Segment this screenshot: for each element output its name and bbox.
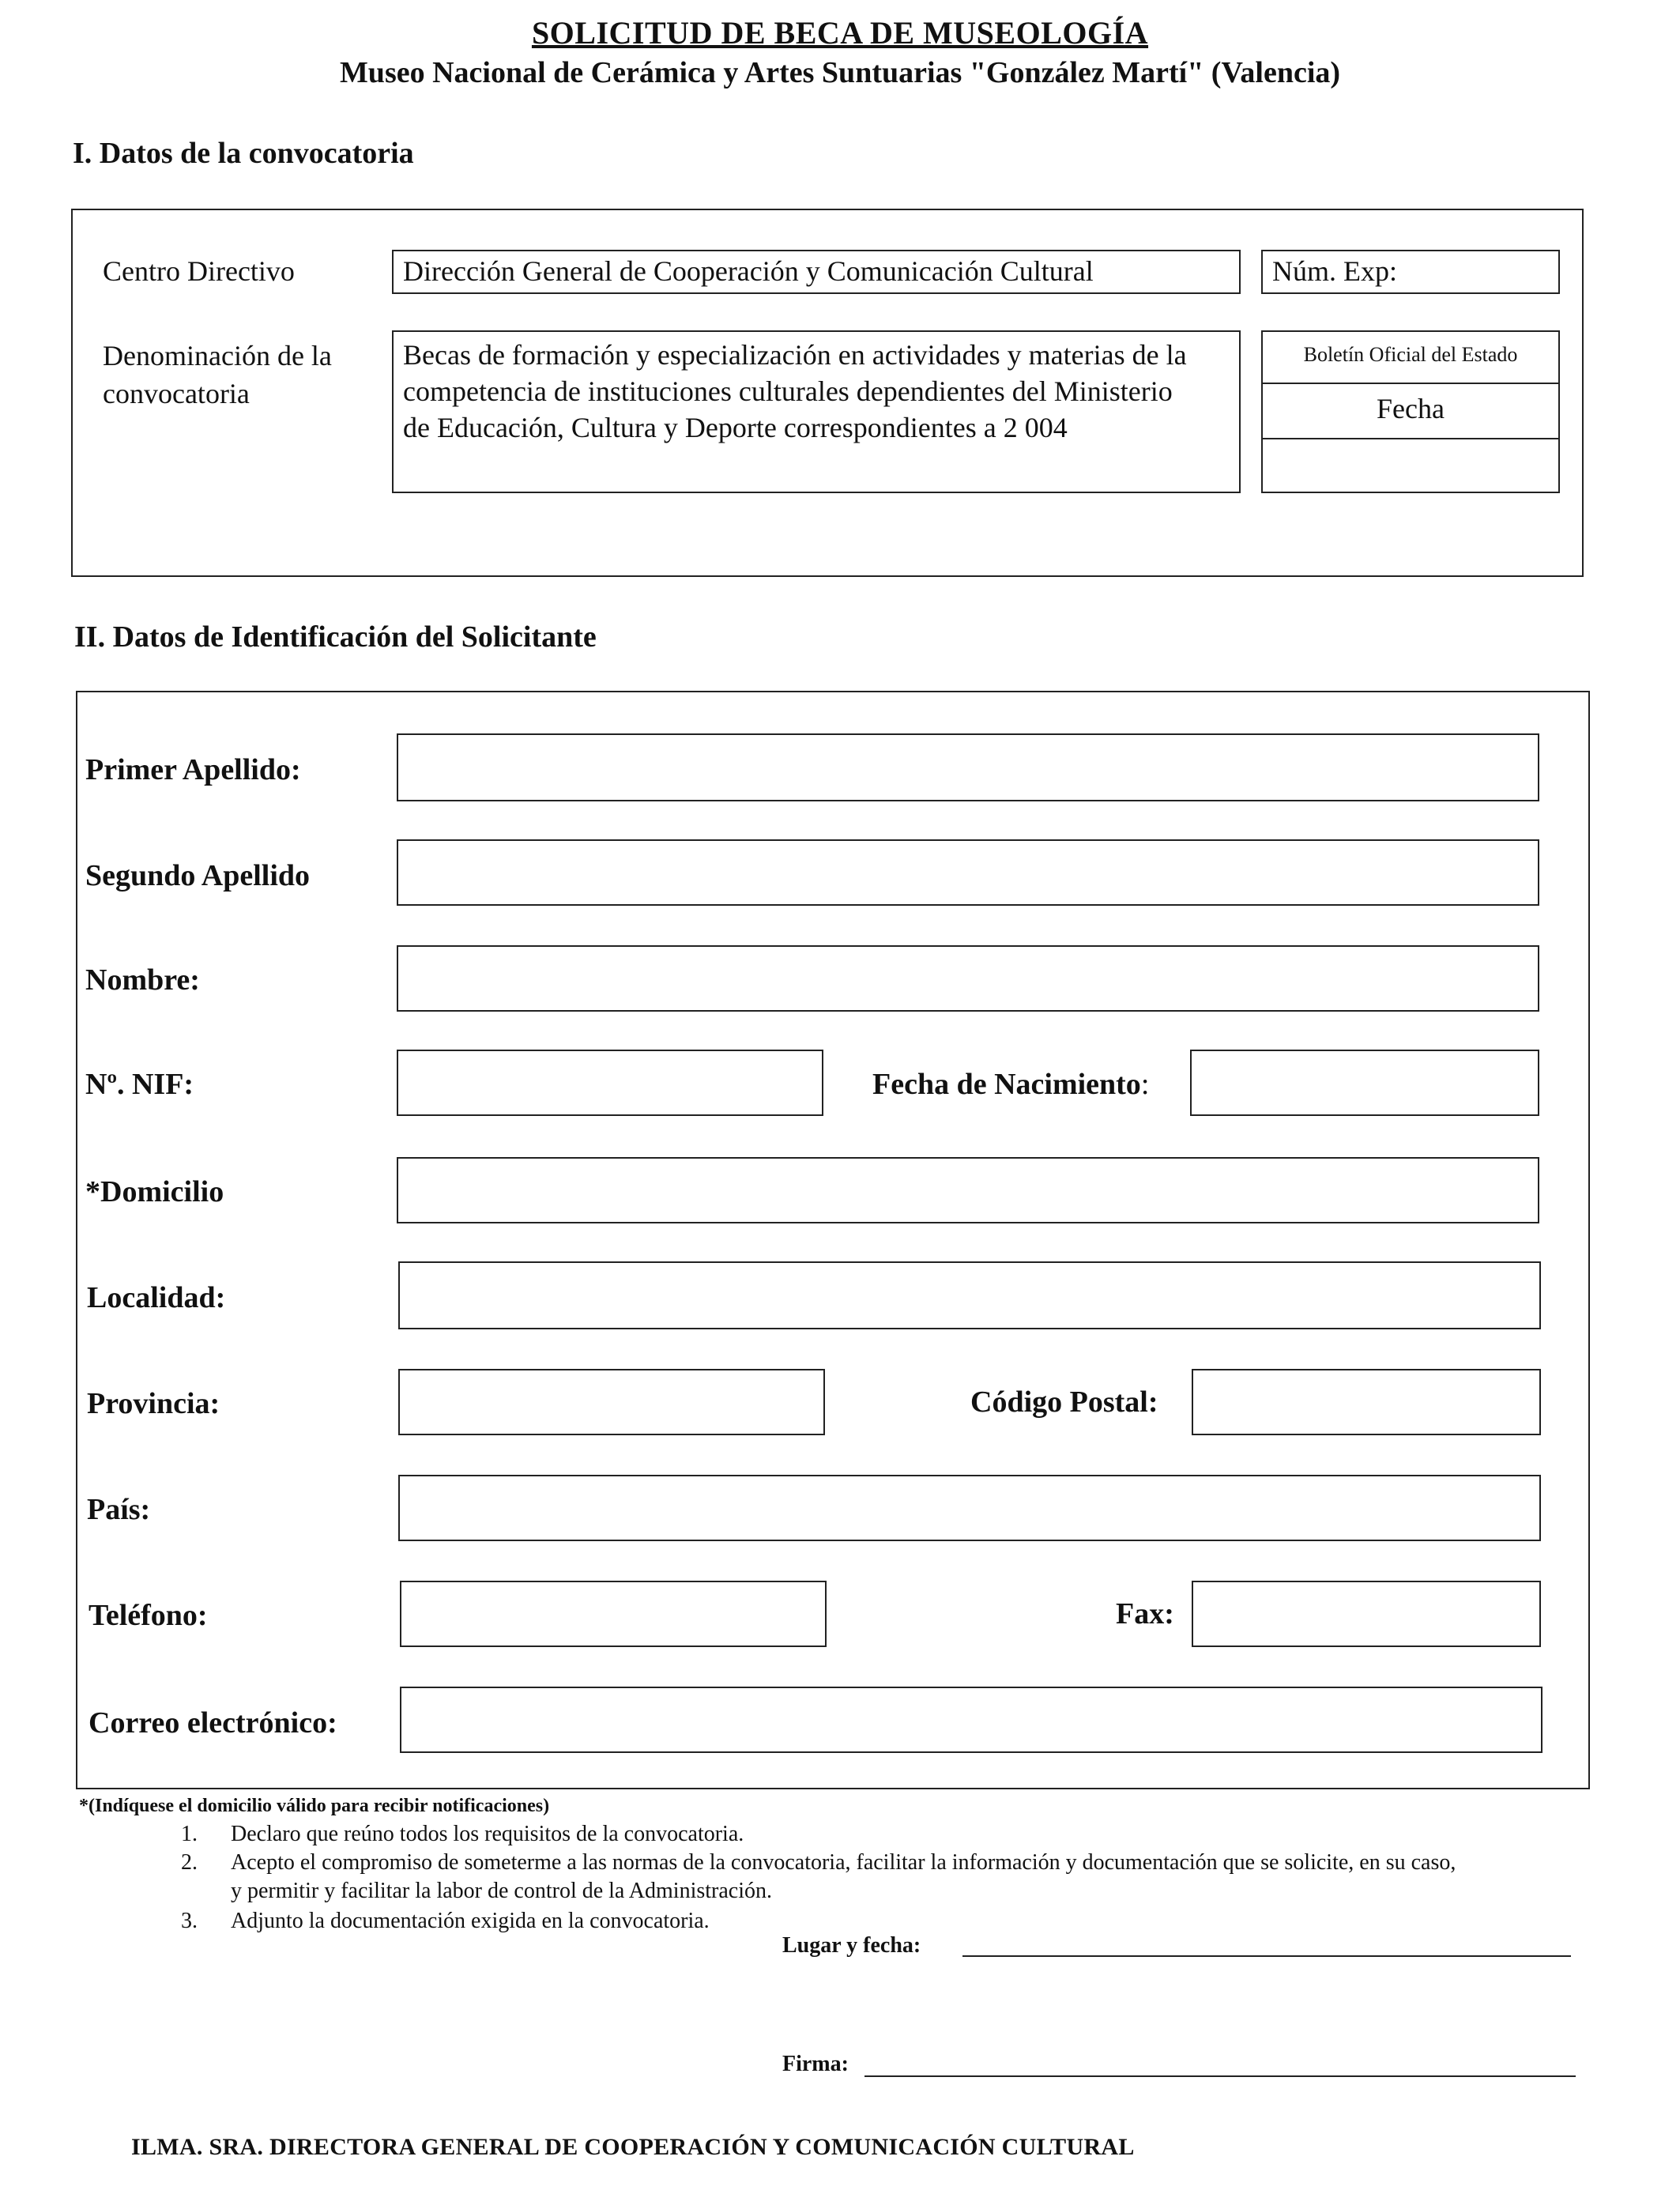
- nombre-label: Nombre:: [85, 963, 200, 997]
- centro-directivo-label: Centro Directivo: [103, 255, 295, 287]
- denominacion-value-line3: de Educación, Cultura y Deporte correspondientes a 2 004: [403, 412, 1068, 443]
- fax-input[interactable]: [1192, 1581, 1541, 1647]
- denominacion-value-line2: competencia de instituciones culturales dependientes del Ministerio: [403, 375, 1173, 407]
- boe-label: Boletín Oficial del Estado: [1303, 343, 1518, 366]
- firma-line[interactable]: [864, 2072, 1576, 2077]
- provincia-label: Provincia:: [87, 1387, 220, 1420]
- declaration-text: Adjunto la documentación exigida en la convocatoria.: [231, 1909, 710, 1933]
- lugar-fecha-label: Lugar y fecha:: [782, 1933, 921, 1958]
- telefono-label: Teléfono:: [89, 1599, 208, 1632]
- pais-input[interactable]: [398, 1475, 1541, 1541]
- nombre-input[interactable]: [397, 945, 1539, 1012]
- document-title: SOLICITUD DE BECA DE MUSEOLOGÍA: [531, 15, 1149, 51]
- declaration-text: Acepto el compromiso de someterme a las normas de la convocatoria, facilitar la información y documentación que se solicite, en su caso,: [231, 1850, 1456, 1875]
- lugar-fecha-line[interactable]: [962, 1952, 1571, 1957]
- primer-apellido-input[interactable]: [397, 733, 1539, 801]
- declaration-number: 2.: [181, 1850, 198, 1875]
- declaration-number: 1.: [181, 1822, 198, 1846]
- declaration-text: Declaro que reúno todos los requisitos de la convocatoria.: [231, 1822, 744, 1846]
- segundo-apellido-label: Segundo Apellido: [85, 859, 311, 892]
- pais-label: País:: [87, 1493, 151, 1526]
- denominacion-label-line2: convocatoria: [103, 378, 250, 409]
- domicilio-label: *Domicilio: [85, 1175, 224, 1208]
- denominacion-value-line1: Becas de formación y especialización en actividades y materias de la: [403, 339, 1187, 371]
- correo-input[interactable]: [400, 1687, 1543, 1753]
- section2-heading: II. Datos de Identificación del Solicitante: [74, 620, 597, 654]
- denominacion-field[interactable]: [392, 330, 1241, 493]
- provincia-input[interactable]: [398, 1369, 825, 1435]
- domicilio-footnote: *(Indíquese el domicilio válido para recibir notificaciones): [79, 1796, 550, 1816]
- declaration-number: 3.: [181, 1909, 198, 1933]
- nif-label: Nº. NIF:: [85, 1068, 194, 1101]
- denominacion-label: [103, 337, 332, 413]
- firma-label: Firma:: [782, 2052, 849, 2076]
- boe-fecha-field[interactable]: [1263, 439, 1558, 492]
- num-exp-label: Núm. Exp:: [1272, 255, 1397, 287]
- centro-directivo-value: Dirección General de Cooperación y Comunicación Cultural: [403, 255, 1094, 287]
- fax-label: Fax:: [1116, 1597, 1174, 1630]
- denominacion-label-line1: Denominación de la: [103, 340, 332, 371]
- codigo-postal-label: Código Postal:: [970, 1385, 1158, 1419]
- domicilio-input[interactable]: [397, 1157, 1539, 1223]
- telefono-input[interactable]: [400, 1581, 827, 1647]
- section1-heading: I. Datos de la convocatoria: [73, 137, 414, 170]
- declaration-text: y permitir y facilitar la labor de control de la Administración.: [231, 1879, 773, 1903]
- localidad-label: Localidad:: [87, 1281, 226, 1314]
- boe-fecha-label: Fecha: [1377, 393, 1445, 424]
- primer-apellido-label: Primer Apellido:: [85, 753, 301, 786]
- centro-directivo-field[interactable]: [392, 250, 1241, 294]
- localidad-input[interactable]: [398, 1261, 1541, 1329]
- correo-label: Correo electrónico:: [89, 1706, 337, 1740]
- fecha-nacimiento-label: [872, 1067, 1149, 1102]
- fecha-nacimiento-text: Fecha de Nacimiento: [872, 1068, 1141, 1101]
- fecha-nacimiento-colon: :: [1140, 1068, 1150, 1101]
- nif-input[interactable]: [397, 1050, 823, 1116]
- segundo-apellido-input[interactable]: [397, 839, 1539, 906]
- fecha-nacimiento-input[interactable]: [1190, 1050, 1539, 1116]
- num-exp-field[interactable]: [1261, 250, 1560, 294]
- boe-box: [1261, 330, 1560, 493]
- addressee: ILMA. SRA. DIRECTORA GENERAL DE COOPERACIÓN Y COMUNICACIÓN CULTURAL: [131, 2134, 1135, 2160]
- document-subtitle: Museo Nacional de Cerámica y Artes Suntuarias "González Martí" (Valencia): [339, 56, 1341, 89]
- codigo-postal-input[interactable]: [1192, 1369, 1541, 1435]
